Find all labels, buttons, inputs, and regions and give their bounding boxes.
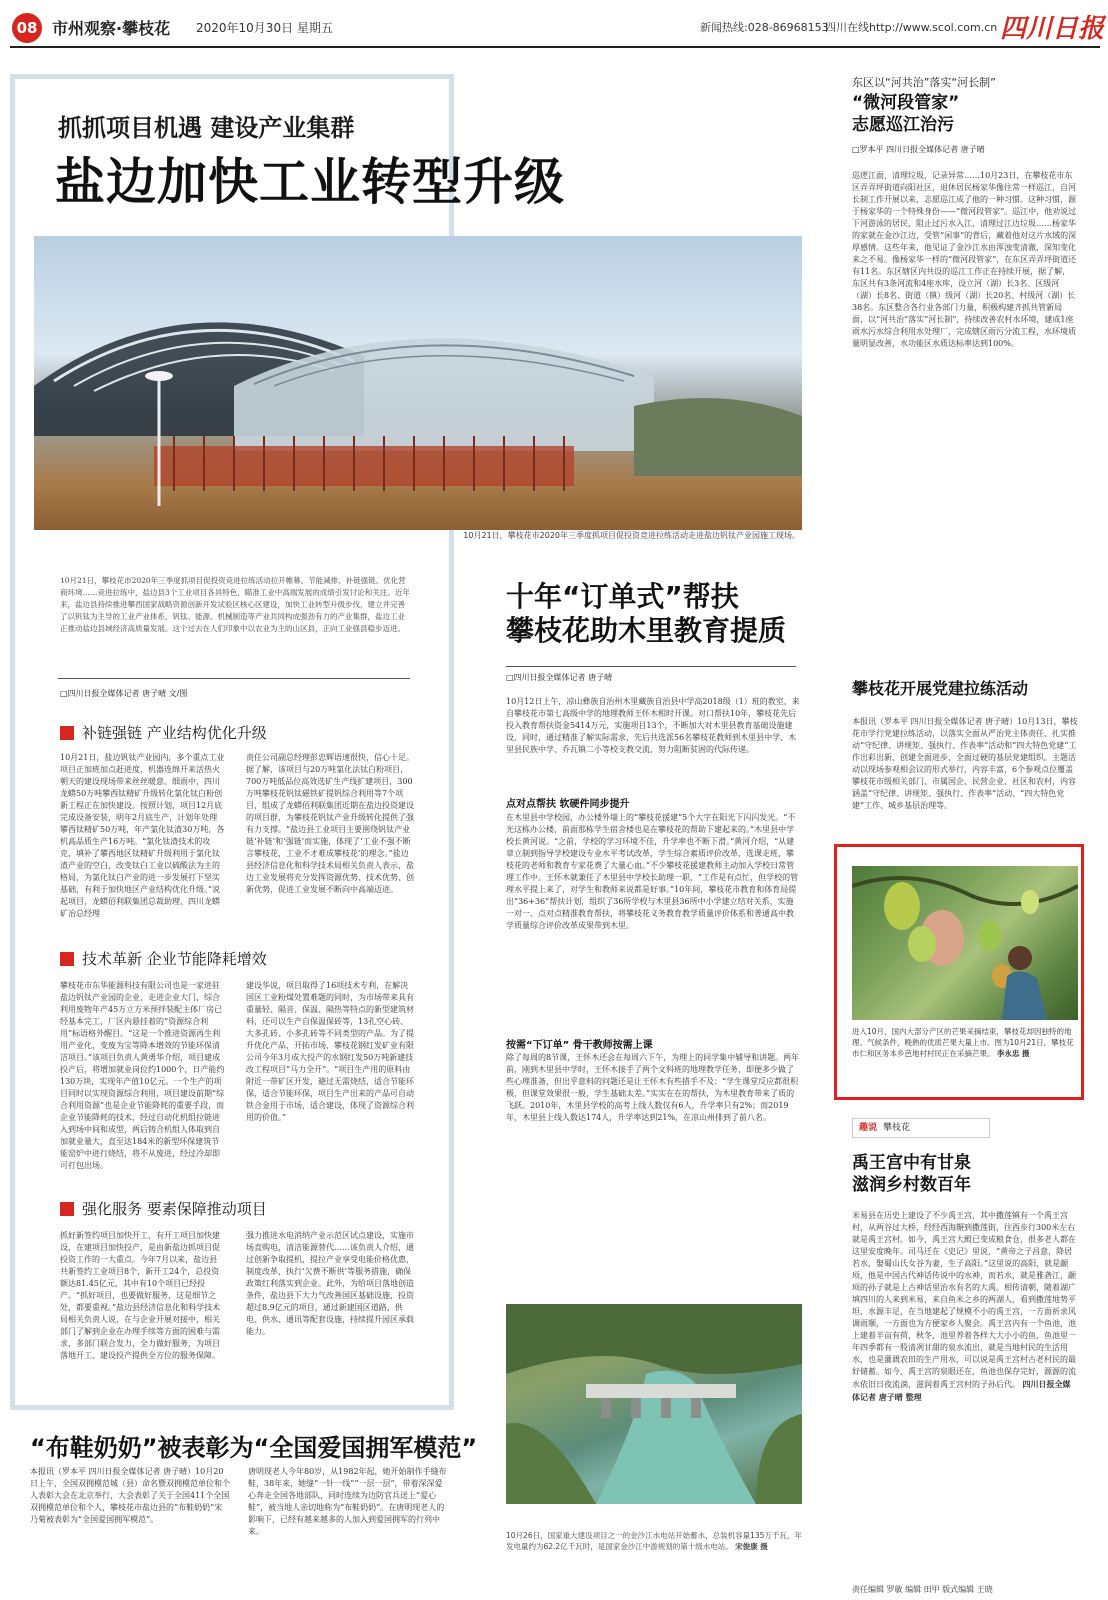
hydropower-station-photo (506, 1304, 802, 1504)
issue-date: 2020年10月30日 星期五 (196, 21, 333, 35)
main-story-intro: 10月21日，攀枝花市2020年三季度抓项目促投资竞进拉练活动拉开帷幕。节能减排、补链强链、优化营商环境……竞进拉练中，盐边县3个工业项目各具特色，瞄准工业中高端发展的成绩引发讨论和关注。近年来，盐边县持续推进攀西国家战略资源创新开发试验区核心区建设，加快工业转型升级步伐，建立并完善了以钒钛为主导的工业产业体系，钒钛、能源、机械制造等产业共同构成强劲有力的产业集群，盐边工业正推动盐边县域经济高质量发展。这个过去在人们印象中以农业为主的山区县，正向工业强县稳步迈进。 (60, 576, 410, 633)
education-story-lead: 10月12日上午，凉山彝族自治州木里藏族自治县中学高2018级（1）班的教室，来自攀枝花市第七高级中学的地理教师王怀木相时开课。对口帮扶10年，攀枝花先后投入教育帮扶资金5414万元，实施项目13个，不断加大对木里县教育基础设施建设，同时，通过精准了解实际需求，先后共选派56名攀枝花教师到木里县中学、木里县民族中学、乔瓦镇二小等校支教交流，努力阻断贫困的代际传递。 (506, 697, 800, 754)
mango-harvest-photo (852, 866, 1078, 1020)
subhead-label: 强化服务 要素保障推动项目 (82, 1200, 267, 1218)
headline-line-1: 禹王宫中有甘泉 (852, 1153, 971, 1173)
education-story-body-2: 除了每周的8节课，王怀木还会在每周六下午，为理上的同学集中辅导和讲题。两年前，刚到木里县中学时，王怀木接手了两个文科班的地理教学任务，即便多少做了些心理准备，但出乎意料的问题还是让王怀木有些措手不及：“学生课堂反应都很积极，但课堂效果很一般，学生基础太差。”实实在在的帮扶，为木里教育带来了质的飞跃。2010年，木里县学校的高考上线人数仅有6人，升学率只有2%；而2019年，木里县上线人数达174人，升学率达到21%，在凉山州排到了前八名。 (506, 1053, 800, 1122)
section2-col1: 攀枝花市东华能源科技有限公司也是一家进驻盐边钒钛产业园的企业，走进企业大门，综合利用废物年产45万立方米预拌装配主体厂房已经基本完工，厂区内悬挂着的“资源综合利用”标语格外醒目。“这是一个推进资源再生利用产业化，变废为宝等降本增效的节能环保清洁项目。”该项目负责人黄勇华介绍，项目建成投产后，将增加就业岗位约1000个，日产能约130万块，实现年产值10亿元。一个生产的项目同时以实现资源综合利用，项目建设前期“综合利用资源”也是企业节能降耗的重要手段，而企业节能降耗的技术，经过自动化机组拉链进入到场中间和成型，两后铸合机组人体取到自加就业量大，直至达184米的新型环保建筑节能窑炉中进行烧结，将不从废进，经过冷却即可打包出场。 (60, 981, 225, 1170)
subhead-label: 技术革新 企业节能降耗增效 (82, 950, 267, 968)
stadium-construction-photo (34, 236, 802, 530)
river-story-kicker: 东区以“河共治”落实“河长制” (852, 76, 996, 89)
photo-credit: 李永忠 摄 (996, 1049, 1030, 1058)
section1-col2: 责任公司副总经理彭忠辉语速很快，信心十足。据了解，该项目与20万吨氯化法钛白粉项目，700万吨低品位高效选矿生产线扩建项目，300万吨攀枝花钒钛磁铁矿提钒综合利用等7个项目，组成了龙蟒佰利联集团近期在盐边投资建设的项目群，为攀枝花钒钛产业升级转化提供了强有力支撑。“盐边县工业项目主要围绕钒钛产业链‘补链’和‘强链’而实施，体现了‘工业不强不断言攀枝花，工业不才难成攀枝花’的理念。”盐边县经济信息化和科学技术局相关负责人表示，盐边工业发展将充分发挥资源优势、技术优势、创新优势，促进工业发展不断向中高端迈进。 (246, 753, 414, 894)
stadium-construction-photo-art (34, 236, 802, 530)
bottom-story-col1: 本报讯（罗本平 四川日报全媒体记者 唐子晴）10月20日上午，全国双拥模范城（县）命名暨双拥模范单位和个人表彰大会在北京举行，大会表彰了关于全国411个全国双拥模范单位和个人，攀枝花市盐边县的“布鞋奶奶”宋乃菊被表彰为“全国爱国拥军模范”。 (30, 1467, 230, 1524)
red-square-icon (60, 1202, 74, 1216)
education-story-byline: □四川日报全媒体记者 唐子晴 (506, 673, 613, 682)
page-header (0, 0, 1108, 50)
page-number-badge: 08 (12, 13, 42, 43)
bottom-story-headline: “布鞋奶奶”被表彰为“全国爱国拥军模范” (30, 1434, 478, 1462)
main-photo-caption: 10月21日，攀枝花市2020年三季度抓项目促投资竞进拉练活动走进盐边钒钛产业园施工现场。 (463, 531, 800, 540)
website-link[interactable]: 四川在线http://www.scol.com.cn (825, 21, 998, 34)
section2-col2: 建设华说，项目取得了16项技术专利，在解决国区工业粉煤处置难题的同时，为市场带来具有重量轻、隔音、保温、隔热等特点的新型建筑材料，还可以生产自保温保砖等，13孔空心砖、大多孔砖、小多孔砖等不同类型的产品。为了提升优化产品，开拓市场，攀枝花钢红发矿业有限公司今年3月成大投产的水钢红发50万吨新建技改工程项目“马力全开”。“项目生产用的原料由附近一带矿区开发，避过无需烧结，适合节能环保，适合节能环保，项目生产出来的产品可自动铁合金用于市场，适合建设，体现了资源综合利用的价值。” (246, 981, 414, 1122)
caption-text: 10月26日，国家重大建设项目之一的金沙江水电站开始蓄水，总装机容量135万千瓦，年发电量约为62.2亿千瓦时，是国家金沙江中游规划的第十级水电站。 (506, 1531, 802, 1551)
mango-harvest-photo-art (852, 866, 1078, 1020)
headline-line-2: 志愿巡江治污 (852, 115, 954, 135)
temple-story-headline (852, 1152, 1082, 1196)
headline-line-1: “微河段管家” (852, 93, 960, 113)
mango-photo-caption (852, 1026, 1078, 1059)
river-story-body: 巡逻江面，清理垃圾，记录异常……10月23日，在攀枝花市东区弄弄坪街道向阳社区，退休居民杨家华像往常一样巡江，自河长制工作开展以来，志愿巡江成了他的一种习惯。这种习惯，源于杨家华的一个特殊身份——“微河段管家”。巡江中，他劝说过下河游泳的居民，阻止过污水入江，清理过江边垃圾……杨家华的家就在金沙江边，受管“闲事”的背后，藏着他对这片水域的深厚感情。这些年来，他见证了金沙江水由浑浊变清澈，深知变化来之不易。像杨家华一样的“微河段管家”，在东区弄弄坪街道还有11名。东区辖区内共设的巡江工作正在持续开展，据了解，东区共有3条河流和4座水库，设立河（湖）长3名、区级河（湖）长8名、街道（镇）级河（湖）长20名、村级河（湖）长38名。东区整合各行业各部门力量，积极构建齐抓共管新局面，以“河共治”落实“河长制”，持续改善农村水环境，建成1座雨水污水综合利用水处理厂，完成辖区雨污分流工程，水环境质量明显改善，水功能区水质达标率达到100%。 (852, 171, 1077, 348)
subhead-label: 补链强链 产业结构优化升级 (82, 724, 267, 742)
main-story-byline: □四川日报全媒体记者 唐子晴 文/图 (60, 689, 188, 698)
header-divider (10, 46, 1100, 48)
hydropower-photo-caption (506, 1530, 802, 1552)
party-building-headline: 攀枝花开展党建拉练活动 (852, 679, 1029, 698)
section3-col2: 强力推进水电消纳产业示范区试点建设，实施市场直购电，清洁能源替代……该负责人介绍，通过创新争取提机，提拉产业享受电能价格优惠，制度改革，执行‘欠费不断供’等服务措施，确保政策红利落实到企业。此外，为给项目落地创造条件，盐边县下大力气改善国区基础设施，投资超过8.9亿元的项目，通过新建国区道路，供电、供水、通讯等配套设施，持续提升园区承载能力。 (246, 1231, 414, 1336)
main-story-headline: 盐边加快工业转型升级 (55, 153, 565, 211)
temple-story-text: 米易县在历史上建设了不少禹王宫，其中撒莲镇有一个禹王宫村，从两谷过大桥，经经西海辗到撒莲街，往西步行300米左右就是禹王宫村。如今，禹王宫大殿已变成粮食仓，很多老人都在这里安度晚年。司马迁在《史记》里说，“黄帝之子昌意，降居若水，娶蜀山氏女谷为妻，生子高阳。”这里说的高阳，就是颛顼，他是中国古代神话传说中的水神，而若水，就是雅砻江，颛顼的孙子就是上古神话里治水有名的大禹。相传清朝，随着湖广填四川的人来到米易，来自鱼米之乡的两湖人，看到撒莲地势平坦、水源丰足，在当地建起了规模不小的禹王宫，一方面祈求风调雨顺，一方面也为方便家乡人聚会。禹王宫内有一个鱼池，池上建着半亩有荷，秋冬，池里养着各样大大小小的鱼，鱼池里一年四季都有一股清冽甘甜的泉水流出，就是当地村民的生活用水，也是灌溉农田的生产用水，可以说是禹王宫村古老村民的最好储蓄。如今，禹王宫的泉眼还在，鱼池也保存完好，源源的流水依旧日夜流淌，滋润着禹王宫村的子孙后代。 (852, 1211, 1076, 1389)
education-story-body-1: 在木里县中学校园，办公楼外墙上的“攀枝花援建”5个大字在阳光下闪闪发光。“不光这栋办公楼，前面那栋学生宿舍楼也是在攀枝花的帮助下建起来的。”木里县中学校长黄河说。“之前，学校的学习环境不佳，升学率也不断下滑。”黄河介绍，“从建章立制到指导学校建设专业水平考试改革，学生综合素质评价改革，选课走班，攀枝花的老师和教育专家花费了大量心血。”不少攀枝花援建教师主动加入学校日常管理工作中。王怀木就兼任了木里县中学校长助理一职，“工作是有点忙，但学校的管理水平提上来了，对学生和教师来说都是好事。”10年间，攀枝花市教育和体育局提出“36+36”帮扶计划，组织了36所学校与木里县36所中小学建立结对关系，实施一对一、点对点精准教育帮扶，将攀枝花义务教育教学质量评价体系和普通高中教学质量综合评价改革成果带到木里。 (506, 813, 799, 930)
subhead-tech-innovation (60, 948, 267, 969)
river-story-byline: □罗本平 四川日报全媒体记者 唐子晴 (852, 145, 985, 154)
section1-col1: 10月21日，盐边钒钛产业园内，多个重点工业项目正加班加点赶进度，机器连绵开来活热火朝天的建设现场带来丝丝暖意。细雨中，四川龙蟒50万吨攀西钛精矿升级转化氯化钛白粉创新工程正在加快建设。按照计划，项目12月底完成设备安装，明年2月底生产，计划年处理攀西钛精矿50万吨，年产氯化钛渣30万吨，各机高品质生产16万吨。“氯化钛渣技术的攻克，填补了攀西地区钛精矿升级利用于氯化钛渣产业的空白，改变钛白工业以硫酸法为主的格局，为氯化钛白产业的进一步发展打下坚实基础，有利于加快地区产业结构优化升级。”说起项目，龙蟒佰利联集团总裁助理、四川龙蟒矿冶总经理 (60, 753, 225, 918)
headline-line-2: 攀枝花助木里教育提质 (506, 614, 787, 647)
editor-credits: 责任编辑 罗敏 编辑 田甲 版式编辑 王晓 (852, 1585, 993, 1594)
subhead-service-support (60, 1198, 267, 1219)
river-story-headline (852, 92, 1092, 136)
column-tag-city: 攀枝花 (883, 1123, 911, 1133)
headline-line-2: 滋润乡村数百年 (852, 1175, 971, 1195)
education-story-divider (506, 666, 796, 667)
temple-story-credit: 四川日报全媒体记者 唐子晴 整理 (852, 1379, 1071, 1402)
main-story-kicker: 抓抓项目机遇 建设产业集群 (58, 114, 355, 142)
subhead-industry-upgrade (60, 722, 267, 743)
column-tag (852, 1118, 990, 1138)
section3-col1: 抓好新签约项目加快开工，有开工项目加快建设，在建项目加快投产，是由新盐边抓项目促投资工作的一大重点。今年7月以来，盐边县共新签约工业项目8个，新开工24个，总投资额达81.45亿元，其中有10个项目已经投产。“抓好项目，也要做好服务，这是细节之处，都要重视。”盐边县经济信息化和科学技术局相关负责人说，在与企业开展对接中，相关部门了解到企业在办理手续等方面的困难与需求，多部门联合发力，全力做好服务，为项目落地开工、建设投产提供全方位的服务保障。 (60, 1231, 221, 1360)
education-subhead-1: 点对点帮扶 软硬件同步提升 (506, 799, 630, 810)
education-subhead-2: 按需“下订单” 骨干教师按需上课 (506, 1040, 653, 1051)
caption-text: 进入10月，国内大部分产区的芒果采摘结束，攀枝花却因独特的地理、气候条件，晚熟的优质芒果大量上市。图为10月21日，攀枝花市仁和区务本乡芭地村村民正在采摘芒果。 (852, 1027, 1074, 1058)
red-square-icon (60, 952, 74, 966)
headline-line-1: 十年“订单式”帮扶 (506, 580, 739, 613)
column-tag-label: 趣说 (859, 1123, 878, 1133)
party-building-body: 本报讯（罗本平 四川日报全媒体记者 唐子晴）10月13日，攀枝花市学行党建拉练活动，以落实全面从严治党主体责任、扎实推动“守纪律、讲规矩、强执行、作表率”活动和“四大特色党建”工作出彩出新、创建全面进步、全面过硬的基层党建组织。主题活动以现场参观相会议的形式举行，内容丰富，6个参观点位覆盖攀枝花市级相关部门、市属国企、民营企业、社区和农村，内容涵盖“守纪律、讲规矩、强执行、作表率”活动、“四大特色党建”工作、城乡基层治理等。 (852, 717, 1078, 810)
intro-divider (58, 678, 410, 679)
photo-credit: 宋俊康 摄 (735, 1542, 768, 1551)
hydropower-photo-art (506, 1304, 802, 1504)
newspaper-logo: 四川日报 (1000, 14, 1105, 44)
news-hotline: 新闻热线:028-86968153 (700, 21, 829, 34)
bottom-story-col2: 唐明现老人今年80岁，从1982年起，她开始制作手缝布鞋，38年来，她缝“一针一线”“一层一层”，带着深深爱心奔走全国各地部队，同时连续为边防官兵送上“爱心鞋”，被当地人亲切地称为“布鞋奶奶”。在唐明现老人的影响下，已经有越来越多的人加入到爱国拥军的行列中来。 (248, 1467, 447, 1536)
red-square-icon (60, 726, 74, 740)
temple-story-body (852, 1210, 1078, 1404)
section-name: 市州观察·攀枝花 (52, 19, 171, 38)
education-story-headline (506, 580, 826, 648)
